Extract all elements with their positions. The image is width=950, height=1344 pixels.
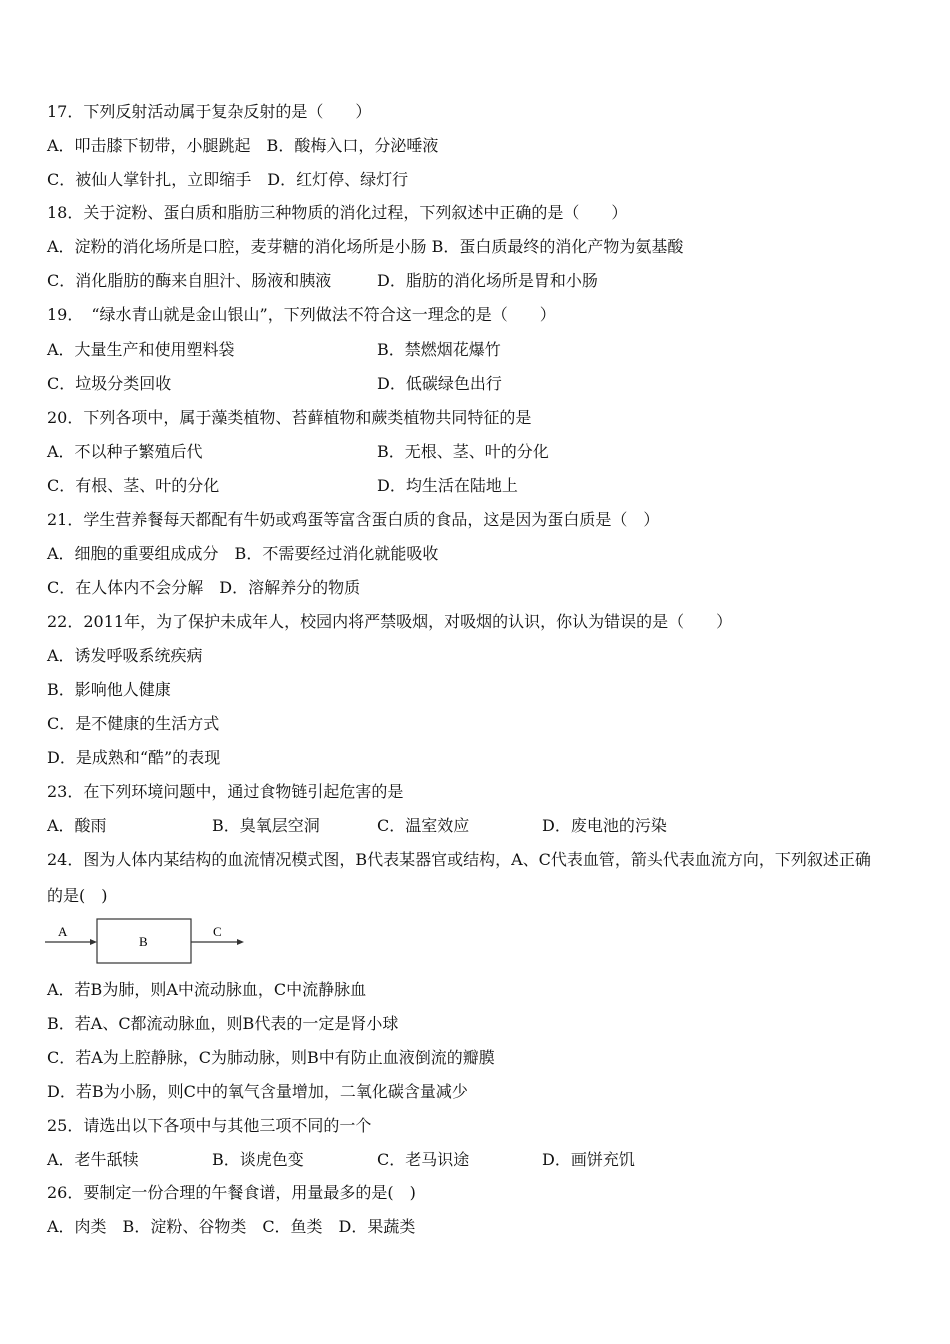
question-24-stem-continued: 的是( ) xyxy=(47,886,108,905)
arrow-a-head xyxy=(90,939,97,945)
question-19-stem: 19． “绿水青山就是金山银山”，下列做法不符合这一理念的是（ ） xyxy=(47,305,556,324)
question-25-options xyxy=(47,1149,907,1171)
question-23-options xyxy=(47,815,907,837)
option-b: B．禁燃烟花爆竹 xyxy=(377,340,501,359)
question-19-options-cd xyxy=(47,373,907,395)
option-d: D．均生活在陆地上 xyxy=(377,476,518,495)
question-20-stem: 20．下列各项中，属于藻类植物、苔藓植物和蕨类植物共同特征的是 xyxy=(47,408,532,427)
option-d: D．废电池的污染 xyxy=(542,816,667,835)
question-17-options-ab: A．叩击膝下韧带，小腿跳起 B．酸梅入口，分泌唾液 xyxy=(47,136,439,155)
option-c: C．老马识途 xyxy=(377,1150,470,1169)
question-17-options-cd: C．被仙人掌针扎，立即缩手 D．红灯停、绿灯行 xyxy=(47,170,409,189)
question-22-stem: 22．2011年，为了保护未成年人，校园内将严禁吸烟，对吸烟的认识，你认为错误的是（ ） xyxy=(47,612,733,631)
option-a: A．不以种子繁殖后代 xyxy=(47,442,203,461)
option-c: C．消化脂肪的酶来自胆汁、肠液和胰液 xyxy=(47,271,332,290)
question-22-option-b: B．影响他人健康 xyxy=(47,680,171,699)
question-19-options-ab xyxy=(47,339,907,361)
question-17-stem: 17．下列反射活动属于复杂反射的是（ ） xyxy=(47,102,372,121)
option-b: B．臭氧层空洞 xyxy=(212,816,320,835)
question-26-options: A．肉类 B．淀粉、谷物类 C．鱼类 D．果蔬类 xyxy=(47,1217,416,1236)
question-24-option-c: C．若A为上腔静脉，C为肺动脉，则B中有防止血液倒流的瓣膜 xyxy=(47,1048,495,1067)
label-c: C xyxy=(213,924,222,939)
option-c: C．有根、茎、叶的分化 xyxy=(47,476,220,495)
question-24-option-b: B．若A、C都流动脉血，则B代表的一定是肾小球 xyxy=(47,1014,399,1033)
option-a: A．大量生产和使用塑料袋 xyxy=(47,340,235,359)
question-21-options-cd: C．在人体内不会分解 D．溶解养分的物质 xyxy=(47,578,361,597)
question-25-stem: 25．请选出以下各项中与其他三项不同的一个 xyxy=(47,1116,372,1135)
question-24-option-d: D．若B为小肠，则C中的氧气含量增加，二氧化碳含量减少 xyxy=(47,1082,468,1101)
question-20-options-ab xyxy=(47,441,907,463)
question-21-options-ab: A．细胞的重要组成成分 B．不需要经过消化就能吸收 xyxy=(47,544,439,563)
question-22-option-d: D．是成熟和“酷”的表现 xyxy=(47,748,221,767)
option-d: D．画饼充饥 xyxy=(542,1150,635,1169)
label-a: A xyxy=(58,924,68,939)
option-d: D．脂肪的消化场所是胃和小肠 xyxy=(377,271,598,290)
option-b: B．无根、茎、叶的分化 xyxy=(377,442,549,461)
question-26-stem: 26．要制定一份合理的午餐食谱，用量最多的是( ) xyxy=(47,1183,416,1202)
option-c: C．温室效应 xyxy=(377,816,470,835)
question-18-options-ab: A．淀粉的消化场所是口腔，麦芽糖的消化场所是小肠 B．蛋白质最终的消化产物为氨基酸 xyxy=(47,237,684,256)
question-24-stem: 24．图为人体内某结构的血流情况模式图，B代表某器官或结构，A、C代表血管，箭头代表血流方向，下列叙述正确 xyxy=(47,850,871,869)
question-22-option-c: C．是不健康的生活方式 xyxy=(47,714,220,733)
label-b: B xyxy=(139,934,148,949)
blood-flow-diagram xyxy=(45,916,245,966)
question-24-option-a: A．若B为肺，则A中流动脉血，C中流静脉血 xyxy=(47,980,367,999)
question-21-stem: 21．学生营养餐每天都配有牛奶或鸡蛋等富含蛋白质的食品，这是因为蛋白质是（ ） xyxy=(47,510,660,529)
option-d: D．低碳绿色出行 xyxy=(377,374,502,393)
question-20-options-cd xyxy=(47,475,907,497)
option-a: A．老牛舐犊 xyxy=(47,1150,139,1169)
question-18-options-cd xyxy=(47,270,907,292)
question-22-option-a: A．诱发呼吸系统疾病 xyxy=(47,646,203,665)
option-b: B．谈虎色变 xyxy=(212,1150,304,1169)
arrow-c-head xyxy=(237,939,244,945)
question-18-stem: 18．关于淀粉、蛋白质和脂肪三种物质的消化过程，下列叙述中正确的是（ ） xyxy=(47,203,628,222)
question-23-stem: 23．在下列环境问题中，通过食物链引起危害的是 xyxy=(47,782,404,801)
option-c: C．垃圾分类回收 xyxy=(47,374,172,393)
option-a: A．酸雨 xyxy=(47,816,107,835)
